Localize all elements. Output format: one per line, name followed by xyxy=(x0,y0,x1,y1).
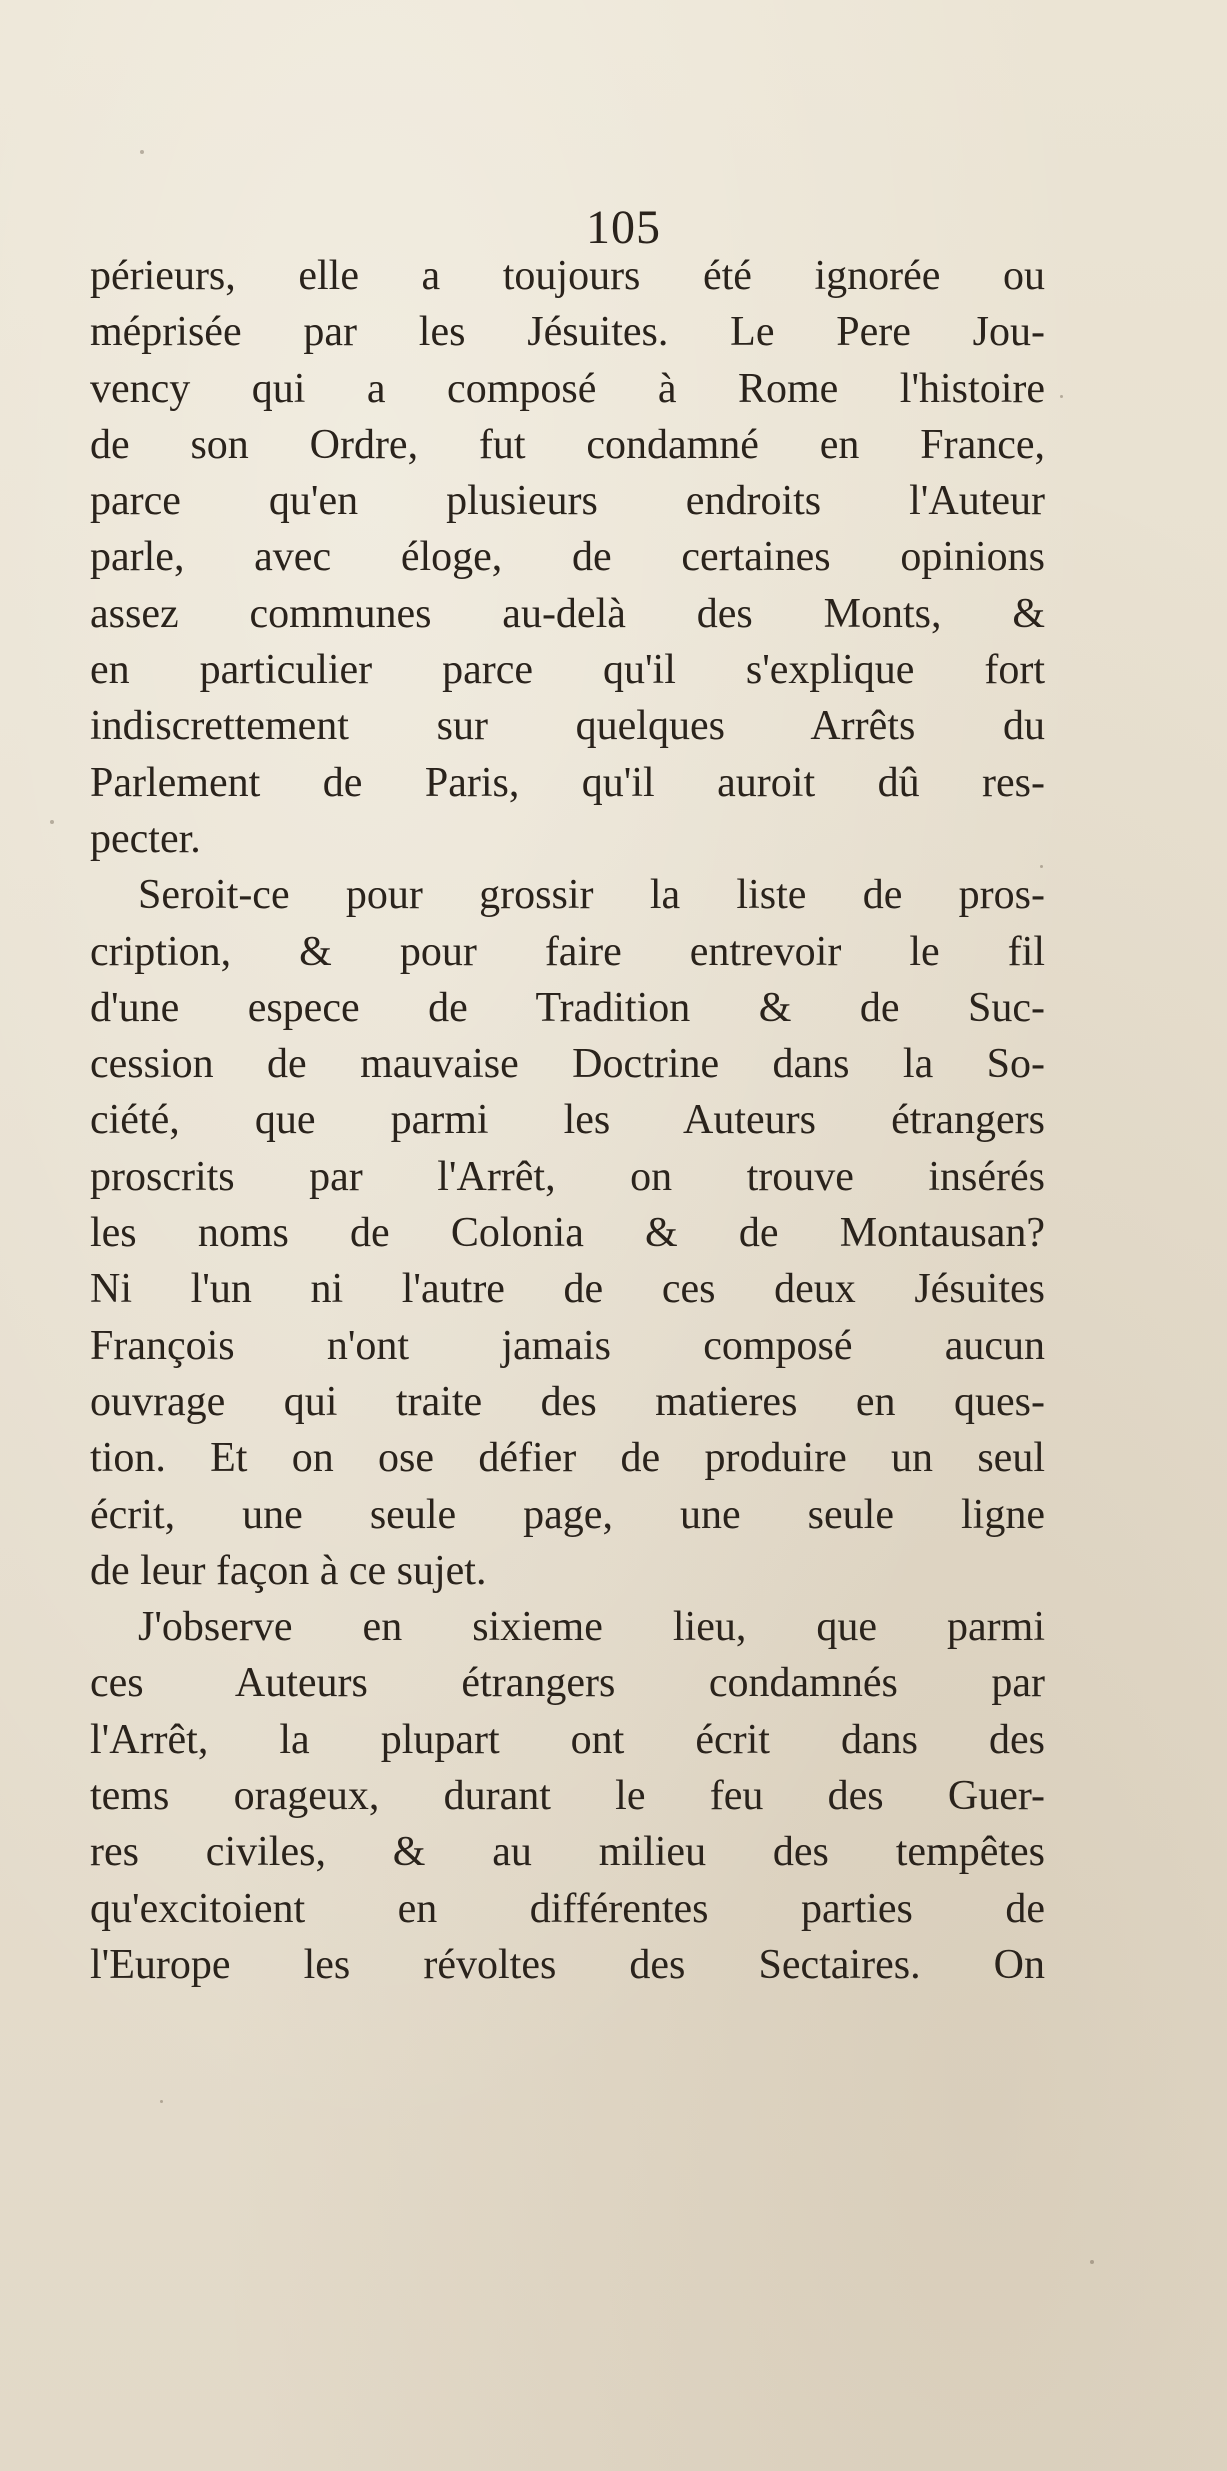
text-line: proscrits par l'Arrêt, on trouve insérés xyxy=(90,1153,1045,1200)
paper-speck xyxy=(50,820,54,824)
text-line: res civiles, & au milieu des tempêtes xyxy=(90,1829,1045,1876)
text-line: périeurs, elle a toujours été ignorée ou xyxy=(90,253,1045,299)
paper-speck xyxy=(1060,395,1063,398)
text-line: assez communes au-delà des Monts, & xyxy=(90,590,1045,637)
text-line: tion. Et on ose défier de produire un seul xyxy=(90,1435,1045,1482)
text-line: ciété, que parmi les Auteurs étrangers xyxy=(90,1097,1045,1144)
text-line: les noms de Colonia & de Montausan? xyxy=(90,1210,1045,1257)
paper-speck xyxy=(1090,2260,1094,2264)
body-text xyxy=(90,248,1045,1993)
text-line: l'Arrêt, la plupart ont écrit dans des xyxy=(90,1716,1045,1763)
paragraph-start-line: J'observe en sixieme lieu, que parmi xyxy=(138,1604,1045,1651)
paper-speck xyxy=(1040,865,1043,868)
paper-speck xyxy=(140,150,144,154)
text-line: vency qui a composé à Rome l'histoire xyxy=(90,365,1045,412)
paper-speck xyxy=(160,2100,163,2103)
text-line: pecter. xyxy=(90,815,201,862)
text-line: de son Ordre, fut condamné en France, xyxy=(90,421,1045,468)
text-line: Parlement de Paris, qu'il auroit dû res- xyxy=(90,759,1045,806)
text-line: indiscrettement sur quelques Arrêts du xyxy=(90,703,1045,750)
paragraph-start-line: Seroit-ce pour grossir la liste de pros- xyxy=(138,872,1045,919)
text-line: qu'excitoient en différentes parties de xyxy=(90,1885,1045,1932)
page-number: 105 xyxy=(586,201,661,254)
text-line: ces Auteurs étrangers condamnés par xyxy=(90,1660,1045,1707)
text-line: Ni l'un ni l'autre de ces deux Jésuites xyxy=(90,1266,1045,1313)
text-line: parle, avec éloge, de certaines opinions xyxy=(90,534,1045,581)
text-line: ouvrage qui traite des matieres en ques- xyxy=(90,1378,1045,1425)
text-line: cription, & pour faire entrevoir le fil xyxy=(90,928,1045,975)
text-line: de leur façon à ce sujet. xyxy=(90,1547,487,1594)
text-line: d'une espece de Tradition & de Suc- xyxy=(90,984,1045,1031)
text-line: en particulier parce qu'il s'explique fort xyxy=(90,647,1045,694)
text-line: parce qu'en plusieurs endroits l'Auteur xyxy=(90,478,1045,525)
text-line: l'Europe les révoltes des Sectaires. On xyxy=(90,1941,1045,1988)
text-line: tems orageux, durant le feu des Guer- xyxy=(90,1773,1045,1820)
text-line: méprisée par les Jésuites. Le Pere Jou- xyxy=(90,309,1045,356)
text-line: écrit, une seule page, une seule ligne xyxy=(90,1491,1045,1538)
text-line: cession de mauvaise Doctrine dans la So- xyxy=(90,1041,1045,1088)
text-line: François n'ont jamais composé aucun xyxy=(90,1322,1045,1369)
